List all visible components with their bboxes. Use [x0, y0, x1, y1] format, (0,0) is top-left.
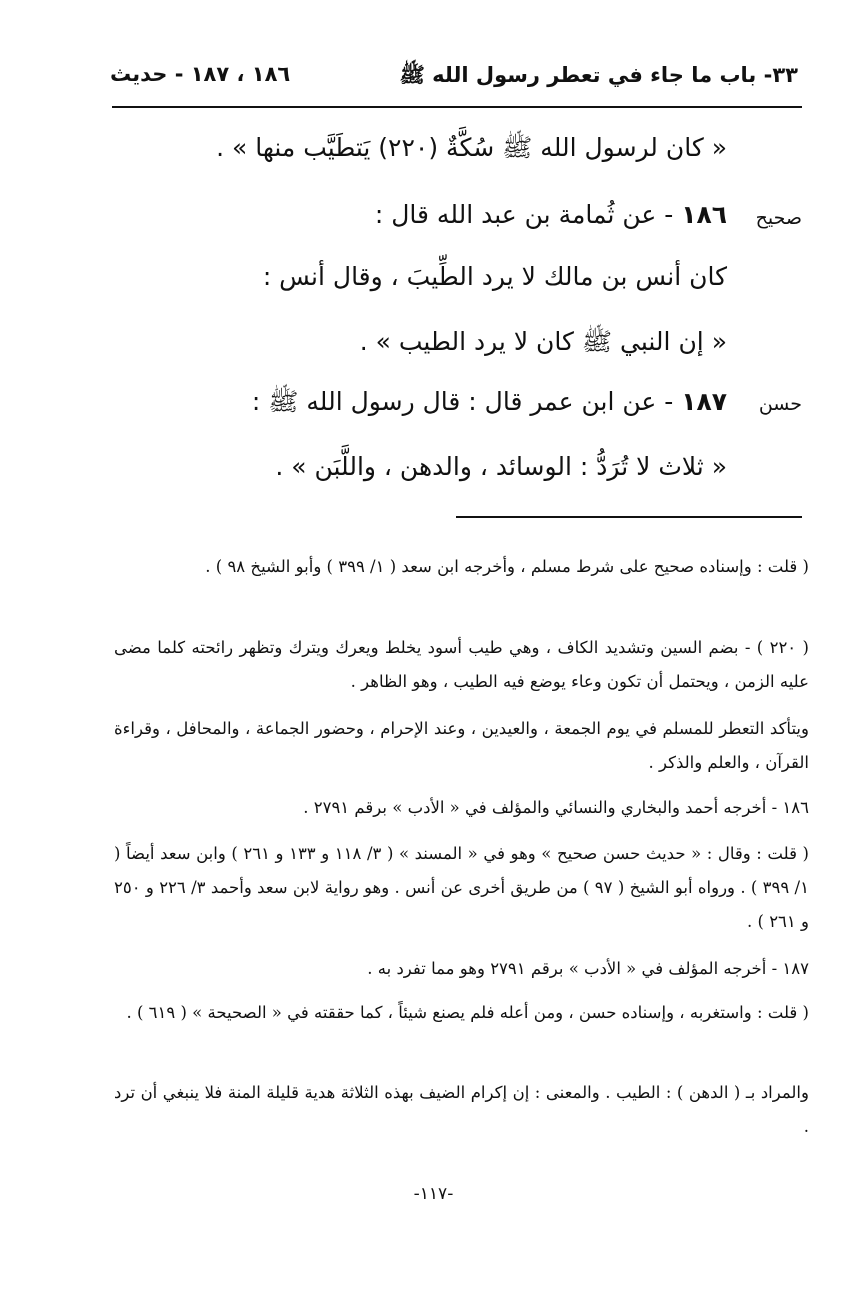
hadith-187-isnad: - عن ابن عمر قال : قال رسول الله ﷺ :: [251, 387, 682, 416]
footnote-8: والمراد بـ ( الدهن ) : الطيب . والمعنى : إن إكرام الضيف بهذه الثلاثة هدية قليلة المنة فلا ينبغي أن ترد .: [114, 1083, 809, 1136]
footnote-2: ( ٢٢٠ ) - بضم السين وتشديد الكاف ، وهي طيب أسود يخلط ويعرك ويترك وتظهر رائحته كلما مضى عليه الزمن ، ويحتمل أن تكون وعاء يوضع فيه الطيب ، وهو الظاهر .: [114, 638, 809, 691]
page-number: -١١٧-: [413, 1184, 454, 1204]
hadith-186-number: ١٨٦: [681, 200, 727, 229]
hadith-186-intro: [107, 200, 727, 229]
footnote-1: ( قلت : وإسناده صحيح على شرط مسلم ، وأخرجه ابن سعد ( ١/ ٣٩٩ ) وأبو الشيخ ٩٨ ) .: [205, 557, 809, 576]
footnote-separator: [456, 516, 802, 518]
footnote-3: ويتأكد التعطر للمسلم في يوم الجمعة ، والعيدين ، وعند الإحرام ، وحضور الجماعة ، والمحافل ، وقراءة القرآن ، والعلم والذكر .: [114, 719, 809, 772]
footnote-5: ( قلت : وقال : « حديث حسن صحيح » وهو في « المسند » ( ٣/ ١١٨ و ١٣٣ و ٢٦١ ) وابن سعد أيضاً ( ١/ ٣٩٩ ) . ورواه أبو الشيخ ( ٩٧ ) من طريق أخرى عن أنس . وهو رواية لابن سعد وأحمد ٣/ ٢٢٦ و ٢٥٠ و ٢٦١ ) .: [114, 844, 809, 931]
header-rule: [112, 106, 802, 108]
text-line-4: « إن النبي ﷺ كان لا يرد الطيب » .: [359, 327, 727, 356]
footnote-7: ( قلت : واستغربه ، وإسناده حسن ، ومن أعله فلم يصنع شيئاً ، كما حققته في « الصحيحة » ( ٦١٩ ) .: [126, 1003, 809, 1022]
text-line-6: « ثلاث لا تُرَدُّ : الوسائد ، والدهن ، واللَّبَن » .: [275, 452, 727, 481]
hadith-range: ١٨٦ ، ١٨٧ - حديث: [110, 62, 291, 86]
hadith-186-grade: صحيح: [755, 207, 802, 229]
hadith-187-number: ١٨٧: [681, 387, 727, 416]
footnote-6: ١٨٧ - أخرجه المؤلف في « الأدب » برقم ٢٧٩١ وهو مما تفرد به .: [367, 959, 809, 978]
text-line-1: « كان لرسول الله ﷺ سُكَّةٌ (٢٢٠) يَتطَيَّب منها » .: [216, 133, 727, 162]
page-header: [110, 58, 798, 98]
hadith-187-grade: حسن: [758, 393, 802, 415]
footnote-4: ١٨٦ - أخرجه أحمد والبخاري والنسائي والمؤلف في « الأدب » برقم ٢٧٩١ .: [303, 798, 809, 817]
chapter-title: ٣٣- باب ما جاء في تعطر رسول الله ﷺ: [399, 63, 798, 87]
hadith-186-isnad: - عن ثُمامة بن عبد الله قال :: [374, 200, 682, 229]
hadith-187-intro: [107, 386, 727, 423]
text-line-3: كان أنس بن مالك لا يرد الطِّيبَ ، وقال أنس :: [262, 262, 727, 291]
